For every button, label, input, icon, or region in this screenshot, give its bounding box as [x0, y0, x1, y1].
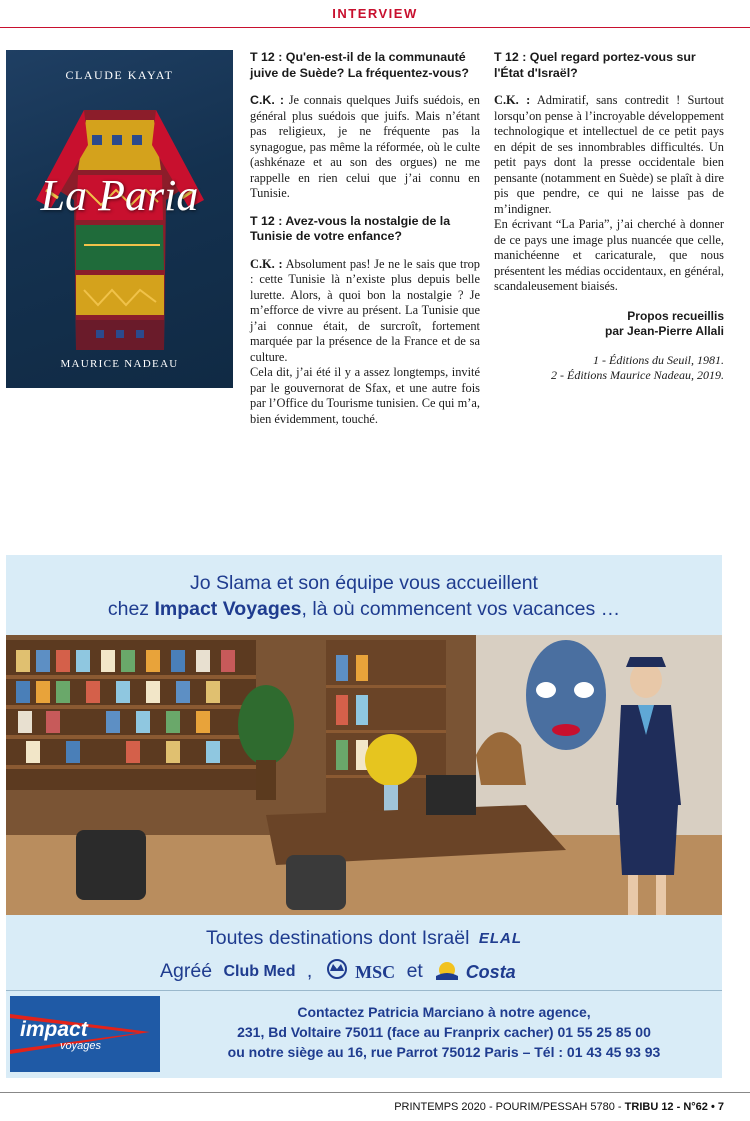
interview-column-middle	[250, 50, 480, 427]
contact-panel-divider	[6, 990, 722, 991]
footnote-2: 2 - Éditions Maurice Nadeau, 2019.	[551, 367, 724, 382]
partners-separator: ,	[306, 960, 313, 983]
answer-text: Absolument pas! Je ne le sais que trop : cette Tunisie là n’existe plus depuis belle lurette. Alors, à quoi bon la nostalgie ? Je m’efforce de vivre au présent. La Tunisie que j’ai connue était, de surcroît, fortement marquée par la présence de la France et de sa culture.	[250, 256, 480, 364]
ad-headline-line-2	[6, 596, 722, 622]
cover-author: CLAUDE KAYAT	[65, 68, 174, 82]
and-word: et	[406, 960, 423, 983]
credit-line-2: par Jean-Pierre Allali	[605, 323, 724, 338]
msc-logo: MSC	[355, 961, 396, 982]
ad-destinations-line	[6, 927, 722, 950]
question-tunisia: T 12 : Avez-vous la nostalgie de la Tunisie de votre enfance?	[250, 213, 451, 243]
destinations-text: Toutes destinations dont Israël	[205, 927, 470, 949]
ad-partners-line	[160, 958, 516, 986]
contact-line-3: ou notre siège au 16, rue Parrot 75012 Paris – Tél : 01 43 45 93 93	[227, 1044, 661, 1060]
ad-contact-panel	[6, 990, 722, 1078]
costa-sun-icon	[434, 958, 460, 986]
answer-israel	[494, 93, 724, 217]
costa-logo: Costa	[465, 961, 516, 982]
cover-title: La Paria	[40, 171, 199, 220]
question-sweden: T 12 : Qu'en-est-il de la communauté juive de Suède? La fréquentez-vous?	[250, 50, 469, 80]
answer-text: Admiratif, sans contredit ! Surtout lorsqu’on pense à l’incroyable développement technologique et intellectuel de ce petit pays en dépit de ses innombrables difficultés. Un petit pays dont la presse occidentale bien pensante (notamment en Suède) se plaît à dire pis que pendre, ce qui ne laisse pas de m’indigner.	[494, 93, 724, 216]
footnote-1: 1 - Éditions du Seuil, 1981.	[593, 352, 724, 367]
interview-credit	[494, 309, 724, 339]
answer-sweden	[250, 93, 480, 202]
ad-brand-name: Impact Voyages	[154, 598, 302, 620]
agree-label: Agréé	[160, 960, 213, 983]
section-title: INTERVIEW	[332, 6, 418, 21]
agency-photo-illustration	[6, 635, 722, 915]
contact-info	[174, 1002, 714, 1062]
question-israel: T 12 : Quel regard portez-vous sur l'État d'Israël?	[494, 50, 696, 80]
ad-headline-suffix: , là où commencent vos vacances …	[301, 598, 621, 620]
answer-label: C.K. :	[494, 93, 531, 107]
elal-logo: ELAL	[478, 930, 522, 948]
msc-crown-icon	[324, 958, 350, 986]
impact-voyages-advertisement	[6, 555, 722, 1078]
ad-headline-line-1: Jo Slama et son équipe vous accueillent	[190, 572, 538, 594]
page-footer	[394, 1101, 724, 1113]
answer-tunisia-continued: Cela dit, j’ai été il y a assez longtemps, invité par le gouvernorat de Sfax, et une autre fois par l’Office du Tourisme tunisien. Ce qui m’a, bien évidemment, touché.	[250, 365, 480, 426]
answer-text: Je connais quelques Juifs suédois, en général plus suédois que juifs. Mais n’étant pas religieux, je ne fréquente pas la synagogue, pas même la réformée, où le culte (ashkénaze et au son des orgues) ne me rappelle en rien celui que j’ai connu en Tunisie.	[250, 93, 480, 200]
credit-line-1: Propos recueillis	[627, 308, 724, 323]
agency-interior-photo	[6, 635, 722, 915]
ad-headline-prefix: chez	[107, 598, 155, 620]
contact-line-2: 231, Bd Voltaire 75011 (face au Franprix cacher) 01 55 25 85 00	[237, 1024, 651, 1040]
header-divider	[0, 27, 750, 28]
ad-headline	[6, 570, 722, 622]
answer-label: C.K. :	[250, 93, 284, 107]
footer-magazine: TRIBU 12 - N°62 • 7	[624, 1101, 724, 1113]
club-med-logo: Club Med	[223, 963, 296, 980]
answer-tunisia	[250, 257, 480, 366]
cover-publisher: MAURICE NADEAU	[60, 358, 179, 370]
answer-israel-continued: En écrivant “La Paria”, j’ai cherché à donner de ce pays une image plus nuancée que celle, manichéenne et caricaturale, que nous présentent les médias occidentaux, en général, scandaleusement biaisés.	[494, 217, 724, 293]
footer-divider	[0, 1092, 750, 1093]
footnotes	[494, 353, 724, 383]
book-cover-image	[6, 50, 233, 388]
answer-label: C.K. :	[250, 256, 283, 271]
interview-column-right	[494, 50, 724, 383]
contact-line-1: Contactez Patricia Marciano à notre agence,	[297, 1004, 591, 1020]
footer-issue: PRINTEMPS 2020 - POURIM/PESSAH 5780 -	[394, 1101, 625, 1113]
impact-logo-word: impact	[20, 1018, 88, 1041]
impact-logo-sub: voyages	[60, 1040, 101, 1052]
impact-voyages-logo	[10, 996, 160, 1072]
